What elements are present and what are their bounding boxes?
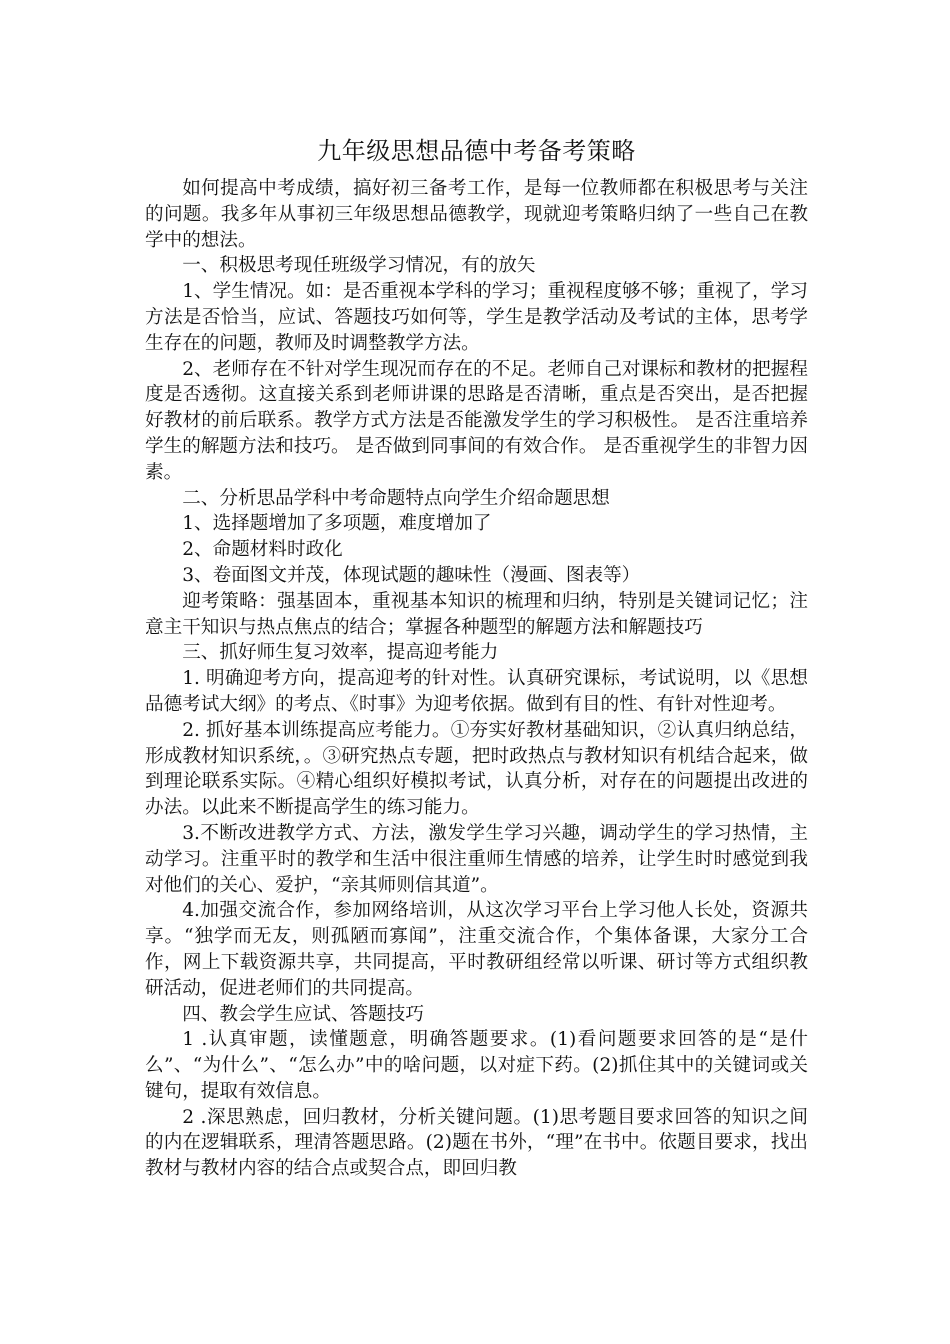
document-body — [145, 132, 808, 1182]
paragraph: 迎考策略：强基固本，重视基本知识的梳理和归纳，特别是关键词记忆；注意主干知识与热点焦点的结合；掌握各种题型的解题方法和解题技巧 — [145, 590, 808, 638]
paragraph: 2、老师存在不针对学生现况而存在的不足。老师自己对课标和教材的把握程度是否透彻。这直接关系到老师讲课的思路是否清晰，重点是否突出，是否把握好教材的前后联系。教学方式方法是否能激发学生的学习积极性。 是否注重培养学生的解题方法和技巧。 是否做到同事间的有效合作。 是否重视学生的非智力因素。 — [145, 358, 808, 483]
section-heading-1: 一、积极思考现任班级学习情况，有的放矢 — [182, 255, 536, 277]
paragraph: 4.加强交流合作，参加网络培训，从这次学习平台上学习他人长处，资源共享。“独学而无友，则孤陋而寡闻”，注重交流合作，个集体备课，大家分工合作，网上下载资源共享，共同提高，平时教研组经常以听课、研讨等方式组织教研活动，促进老师们的共同提高。 — [145, 900, 808, 999]
paragraph: 2 .深思熟虑，回归教材，分析关键问题。(1)思考题目要求回答的知识之间的内在逻辑联系，理清答题思路。(2)题在书外，“理”在书中。依题目要求，找出教材与教材内容的结合点或契合点，即回归教 — [145, 1106, 808, 1180]
paragraph: 1 .认真审题，读懂题意，明确答题要求。(1)看问题要求回答的是“是什么”、“为什么”、“怎么办”中的啥问题，以对症下药。(2)抓住其中的关键词或关键句，提取有效信息。 — [145, 1029, 808, 1102]
paragraph-intro: 如何提高中考成绩，搞好初三备考工作，是每一位教师都在积极思考与关注的问题。我多年从事初三年级思想品德教学，现就迎考策略归纳了一些自己在教学中的想法。 — [145, 178, 808, 251]
paragraph: 2、命题材料时政化 — [182, 539, 343, 561]
paragraph: 3、卷面图文并茂，体现试题的趣味性（漫画、图表等） — [182, 564, 641, 586]
paragraph: 2. 抓好基本训练提高应考能力。①夯实好教材基础知识，②认真归纳总结，形成教材知识系统，。③研究热点专题，把时政热点与教材知识有机结合起来，做到理论联系实际。④精心组织好模拟考试，认真分析，对存在的问题提出改进的办法。以此来不断提高学生的练习能力。 — [145, 719, 808, 819]
section-heading-4: 四、教会学生应试、答题技巧 — [182, 1003, 424, 1025]
paragraph: 1、学生情况。如：是否重视本学科的学习；重视程度够不够；重视了，学习方法是否恰当，应试、答题技巧如何等，学生是教学活动及考试的主体，思考学生存在的问题，教师及时调整教学方法。 — [145, 281, 808, 354]
paragraph: 1. 明确迎考方向，提高迎考的针对性。认真研究课标，考试说明，以《思想品德考试大纲》的考点、《时事》为迎考依据。做到有目的性、有针对性迎考。 — [145, 668, 808, 715]
document-title: 九年级思想品德中考备考策略 — [317, 137, 636, 165]
section-heading-3: 三、抓好师生复习效率，提高迎考能力 — [182, 642, 499, 664]
paragraph: 1、选择题增加了多项题，难度增加了 — [182, 513, 492, 535]
paragraph: 3.不断改进教学方式、方法，激发学生学习兴趣，调动学生的学习热情，主动学习。注重平时的教学和生活中很注重师生情感的培养，让学生时时感觉到我对他们的关心、爱护，“亲其师则信其道”。 — [145, 822, 808, 896]
section-heading-2: 二、分析思品学科中考命题特点向学生介绍命题思想 — [182, 487, 610, 509]
